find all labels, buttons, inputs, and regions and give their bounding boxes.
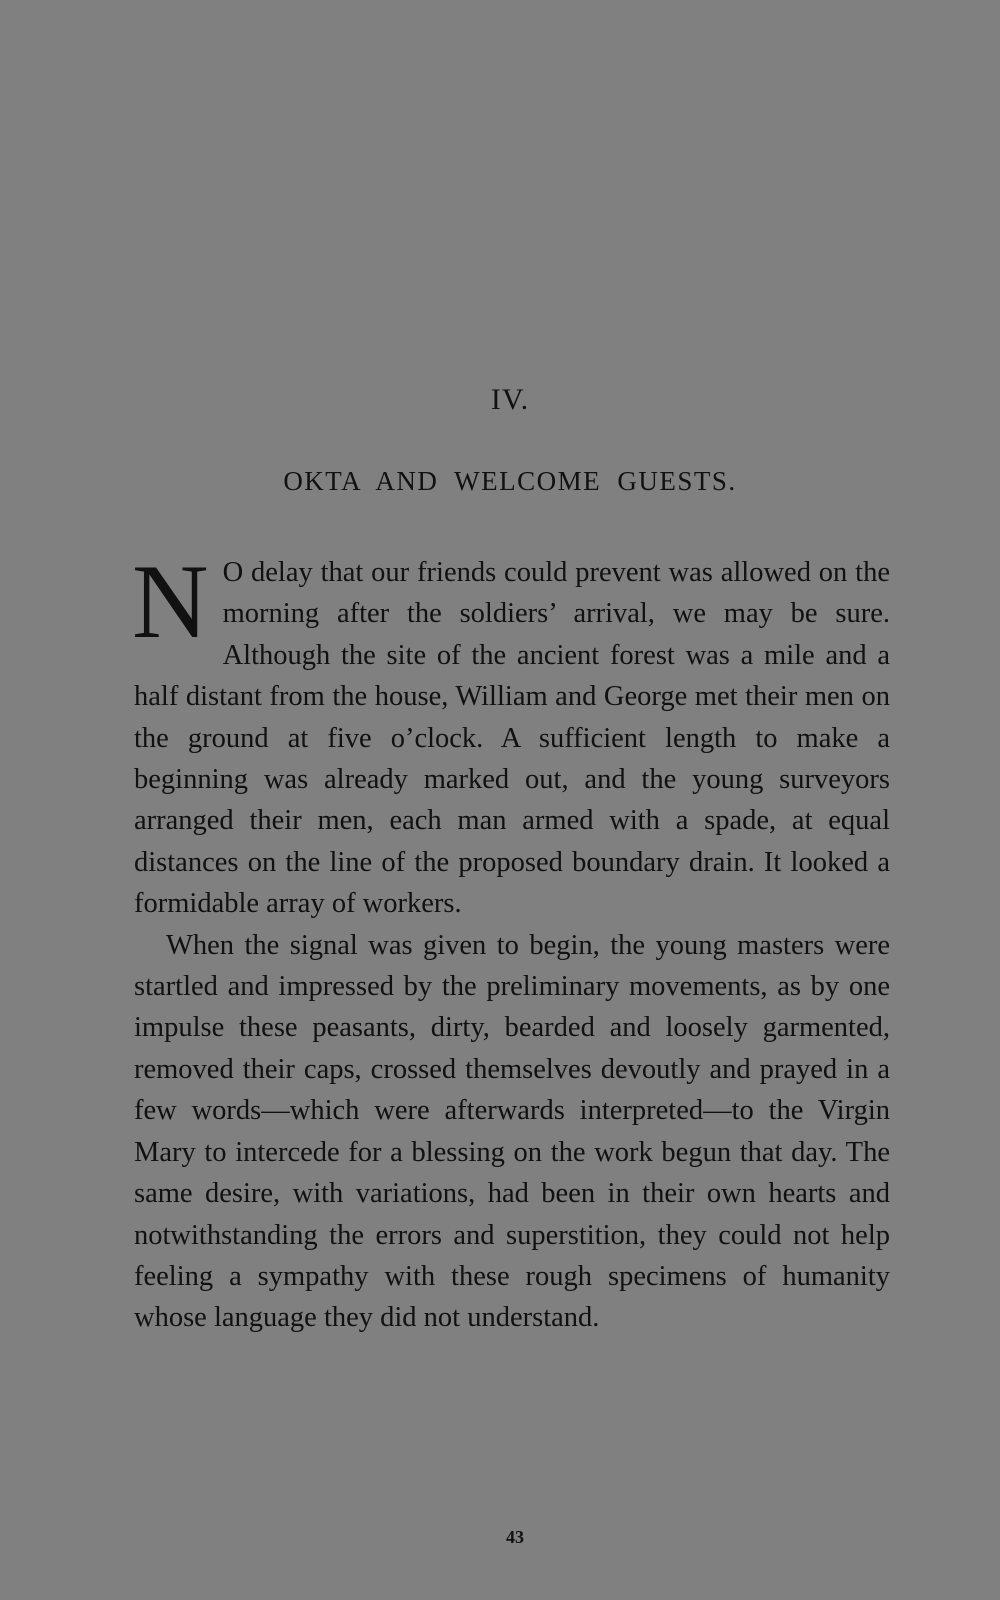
- paragraph-2: [134, 925, 890, 1339]
- paragraph-1-text: O delay that our friends could prevent was allowed on the morning after the soldiers’ arrival, we may be sure. Although the site of the ancient forest was a mile and a half distant from the house, William and George met their men on the ground at five o’clock. A sufficient length to make a beginning was already marked out, and the young surveyors arranged their men, each man armed with a spade, at equal distances on the line of the proposed boundary drain. It looked a formidable array of workers.: [134, 557, 890, 920]
- paragraph-2-text: When the signal was given to begin, the young masters were startled and impressed by the preliminary movements, as by one impulse these peasants, dirty, bearded and loosely garmented, removed their caps, crossed themselves devoutly and prayed in a few words—which were afterwards interpreted—to the Virgin Mary to intercede for a blessing on the work begun that day. The same desire, with variations, had been in their own hearts and notwithstanding the errors and superstition, they could not help feeling a sympathy with these rough specimens of humanity whose language they did not understand.: [134, 929, 890, 1334]
- chapter-body: [132, 543, 890, 1339]
- chapter-number: IV.: [490, 383, 530, 416]
- chapter-title: OKTA AND WELCOME GUESTS.: [283, 466, 737, 496]
- paragraph-1: [132, 543, 890, 925]
- page-number: 43: [506, 1527, 524, 1547]
- drop-cap: N: [132, 543, 209, 660]
